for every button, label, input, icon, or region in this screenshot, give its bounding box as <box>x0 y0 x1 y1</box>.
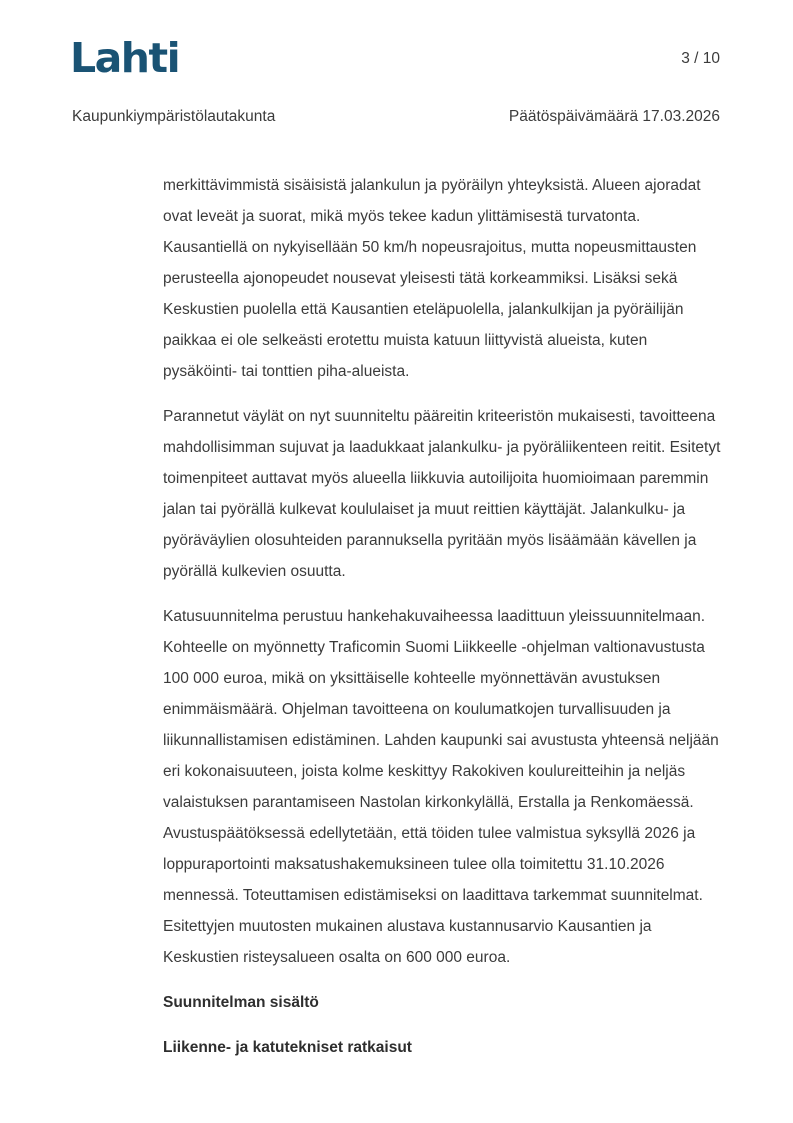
body-paragraph: merkittävimmistä sisäisistä jalankulun ja pyöräilyn yhteyksistä. Alueen ajoradat ovat leveät ja suorat, mikä myös tekee kadun ylittämisestä turvatonta. Kausantiellä on nykyisellään 50 km/h nopeusrajoitus, mutta nopeusmittausten perusteella ajonopeudet nousevat yleisesti tätä korkeammiksi. Lisäksi sekä Keskustien puolella että Kausantien eteläpuolella, jalankulkijan ja pyöräilijän paikkaa ei ole selkeästi erotettu muista katuun liittyvistä alueista, kuten pysäköinti- tai tonttien piha-alueista. <box>163 177 701 380</box>
body-paragraph: Parannetut väylät on nyt suunniteltu pääreitin kriteeristön mukaisesti, tavoitteena mahdollisimman sujuvat ja laadukkaat jalankulku- ja pyöräliikenteen reitit. Esitetyt toimenpiteet auttavat myös alueella liikkuvia autoilijoita huomioimaan paremmin jalan tai pyörällä kulkevat koululaiset ja muut reittien käyttäjät. Jalankulku- ja pyöräväylien olosuhteiden parannuksella pyritään myös lisäämään kävellen ja pyörällä kulkevien osuutta. <box>163 408 721 580</box>
page-number: 3 / 10 <box>681 50 720 67</box>
body-paragraph: Katusuunnitelma perustuu hankehakuvaiheessa laadittuun yleissuunnitelmaan. Kohteelle on myönnetty Traficomin Suomi Liikkeelle -ohjelman valtionavustusta 100 000 euroa, mikä on yksittäiselle kohteelle myönnettävän avustuksen enimmäismäärä. Ohjelman tavoitteena on koulumatkojen turvallisuuden ja liikunnallistamisen edistäminen. Lahden kaupunki sai avustusta yhteensä neljään eri kokonaisuuteen, joista kolme keskittyy Rakokiven koulureitteihin ja neljäs valaistuksen parantamiseen Nastolan kirkonkylällä, Erstalla ja Renkomäessä. Avustuspäätöksessä edellytetään, että töiden tulee valmistua syksyllä 2026 ja loppuraportointi maksatushakemuksineen tulee olla toimitettu 31.10.2026 mennessä. Toteuttamisen edistämiseksi on laadittava tarkemmat suunnitelmat. Esitettyjen muutosten mukainen alustava kustannusarvio Kausantien ja Keskustien risteysalueen osalta on 600 000 euroa. <box>163 608 719 966</box>
section-heading-traffic-solutions: Liikenne- ja katutekniset ratkaisut <box>163 1039 412 1056</box>
lahti-logo: Lahti <box>70 34 180 82</box>
decision-date: Päätöspäivämäärä 17.03.2026 <box>508 108 720 125</box>
document-header-row <box>72 108 720 126</box>
section-heading-plan-content: Suunnitelman sisältö <box>163 994 319 1011</box>
document-body <box>163 170 723 1077</box>
committee-name: Kaupunkiympäristölautakunta <box>72 108 276 125</box>
